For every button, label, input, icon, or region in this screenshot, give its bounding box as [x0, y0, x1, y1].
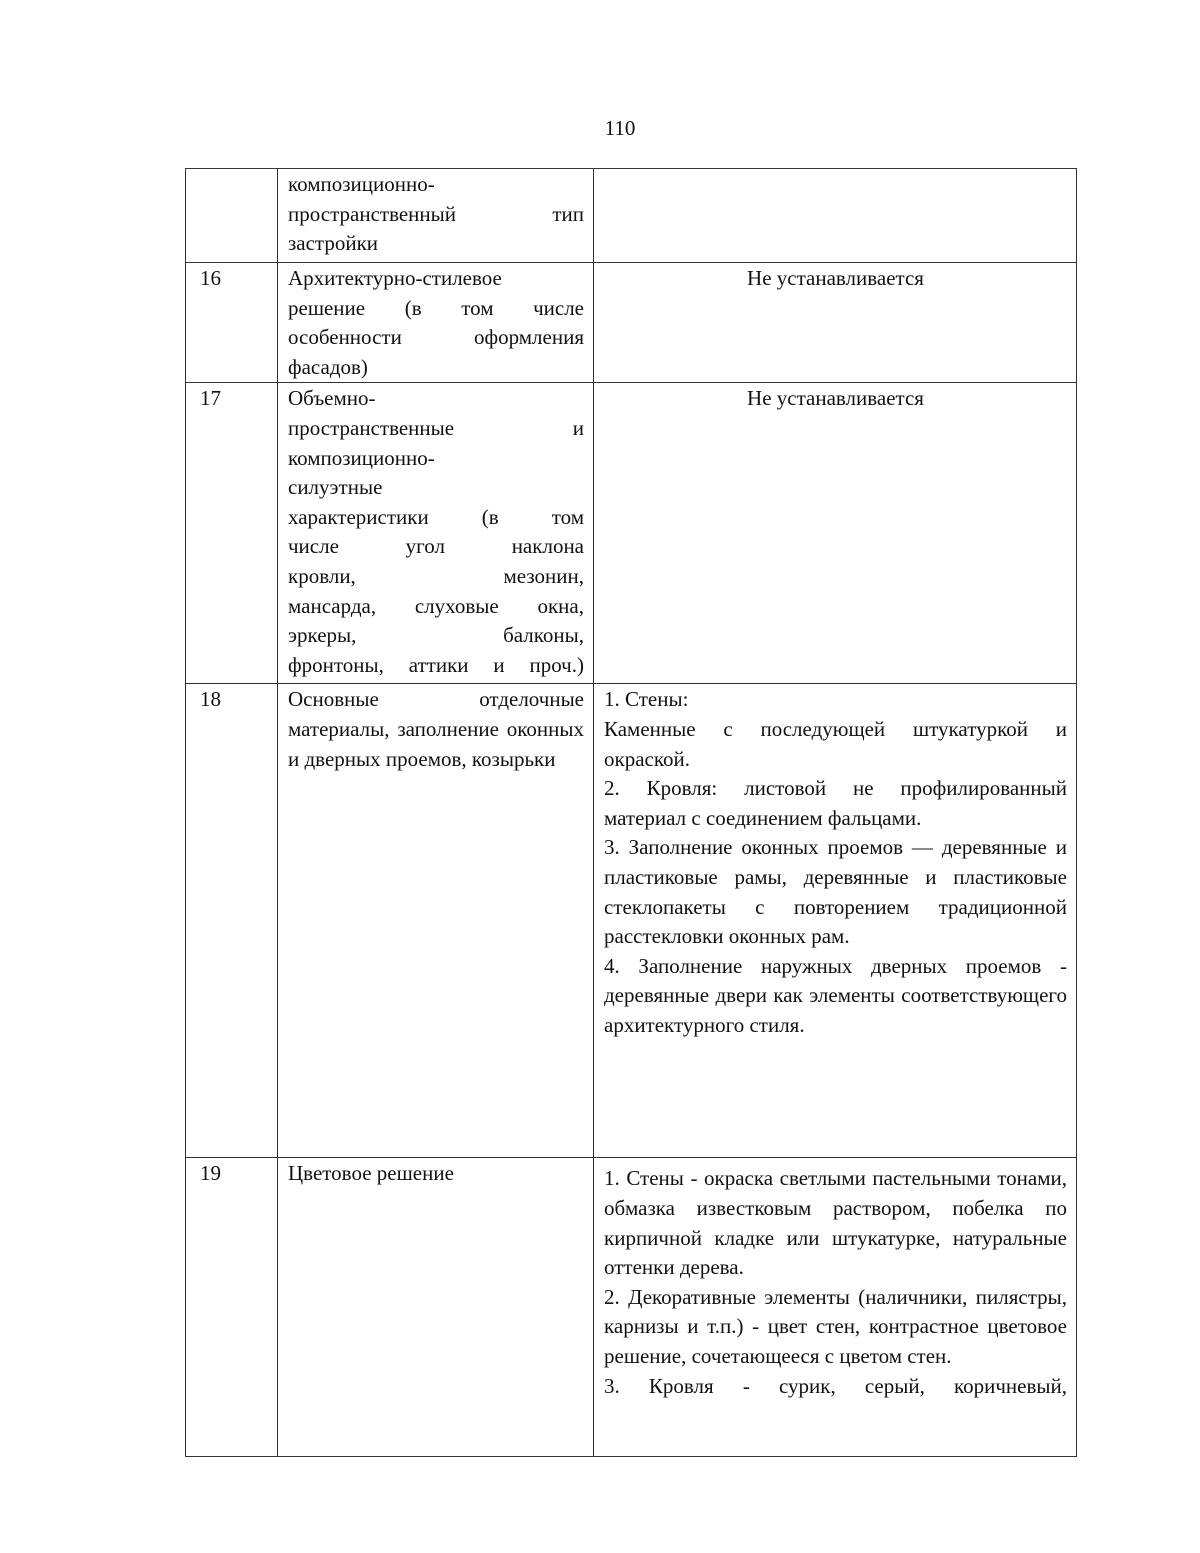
parameter-cell: Цветовое решение	[278, 1158, 594, 1457]
parameter-line: кровли, мезонин,	[288, 563, 584, 588]
table-row	[186, 1158, 1077, 1457]
parameter-line: композиционно-	[288, 172, 435, 196]
table-row	[186, 263, 1077, 383]
value-cell: Не устанавливается	[594, 383, 1077, 684]
value-cell	[594, 1158, 1077, 1457]
table-row	[186, 169, 1077, 263]
parameter-cell: Основные отделочные материалы, заполнение оконных и дверных проемов, козырьки	[278, 684, 594, 1158]
parameter-line: застройки	[288, 231, 379, 256]
value-item: 2. Декоративные элементы (наличники, пилястры, карнизы и т.п.) - цвет стен, контрастное цветовое решение, сочетающееся с цветом стен.	[604, 1284, 1067, 1368]
parameter-line: характеристики (в том	[288, 504, 584, 529]
requirements-table	[185, 168, 1077, 1457]
parameter-line: фронтоны, аттики и проч.)	[288, 652, 584, 677]
value-item: 3. Заполнение оконных проемов — деревянные и пластиковые рамы, деревянные и пластиковые стеклопакеты с повторением традиционной расстекловки оконных рам.	[604, 835, 1067, 949]
page-number: 110	[604, 116, 636, 140]
value-cell: Не устанавливается	[594, 263, 1077, 383]
table-row	[186, 383, 1077, 684]
value-item: 4. Заполнение наружных дверных проемов - деревянные двери как элементы соответствующего архитектурного стиля.	[604, 953, 1067, 1037]
row-number-cell: 16	[186, 263, 278, 383]
parameter-line: числе угол наклона	[288, 534, 584, 559]
parameter-line: композиционно-	[288, 445, 435, 470]
parameter-line: пространственный тип	[288, 201, 584, 226]
value-item: 3. Кровля - сурик, серый, коричневый,	[604, 1373, 1067, 1398]
parameter-line: эркеры, балконы,	[288, 623, 584, 648]
parameter-cell: Архитектурно-стилевое решение (в том числе особенности оформления фасадов)	[278, 263, 594, 383]
parameter-line: Объемно-	[288, 386, 376, 411]
value-item: 2. Кровля: листовой не профилированный материал с соединением фальцами.	[604, 776, 1067, 830]
value-cell	[594, 169, 1077, 263]
value-item: 1. Стены:	[604, 687, 689, 712]
table-row	[186, 684, 1077, 1158]
row-number-cell: 19	[186, 1158, 278, 1457]
parameter-cell	[278, 169, 594, 263]
parameter-line: пространственные и	[288, 415, 584, 440]
value-item: 1. Стены - окраска светлыми пастельными тонами, обмазка известковым раствором, побелка по кирпичной кладке или штукатурке, натуральные оттенки дерева.	[604, 1166, 1067, 1280]
parameter-cell	[278, 383, 594, 684]
parameter-line: мансарда, слуховые окна,	[288, 593, 584, 618]
parameter-line: силуэтные	[288, 475, 383, 500]
value-item: Каменные с последующей штукатуркой и окраской.	[604, 716, 1067, 771]
row-number-cell: 17	[186, 383, 278, 684]
value-cell	[594, 684, 1077, 1158]
row-number-cell: 18	[186, 684, 278, 1158]
row-number-cell	[186, 169, 278, 263]
